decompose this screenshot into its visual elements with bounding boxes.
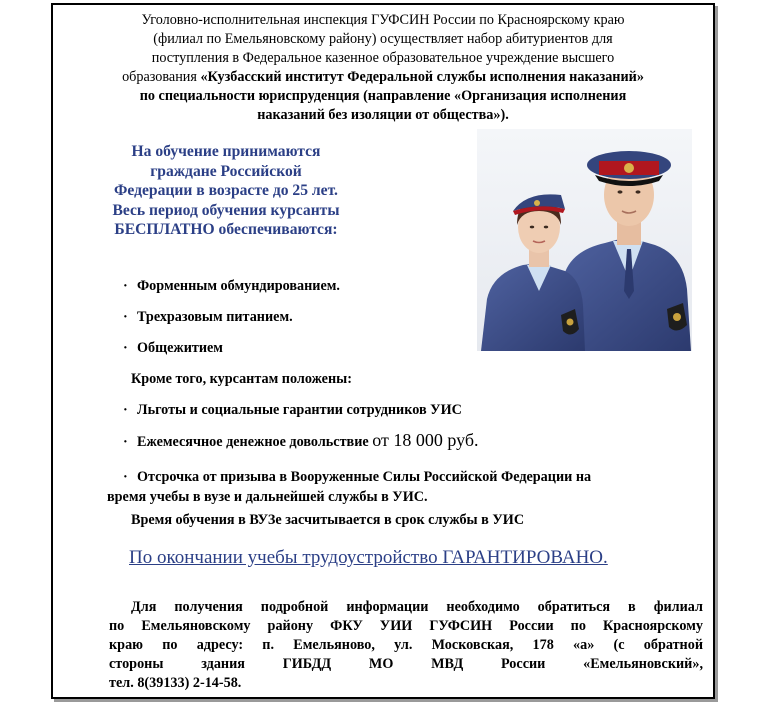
provided-item-label: Трехразовым питанием. [137,309,293,325]
bullet-icon: · [123,278,128,294]
eligibility-line: граждане Российской [150,162,302,180]
contact-phone: тел. 8(39133) 2-14-58. [109,675,242,691]
allowance-amount: от 18 000 руб. [372,430,479,450]
entitled-item-label: Отсрочка от призыва в Вооруженные Силы Российской Федерации на [137,469,592,485]
entitled-item-deferment [123,468,591,487]
entitled-item-allowance [123,431,479,452]
deferment-continuation: время учебы в вузе и дальнейшей службы в УИС. [107,489,428,505]
institute-name: «Кузбасский институт Федеральной службы исполнения наказаний» [200,69,644,85]
contact-line: стороны здания ГИБДД МО МВД России «Емельяновский», [109,656,703,672]
entitled-item-label: Ежемесячное денежное довольствие [137,434,373,450]
employment-guarantee: По окончании учебы трудоустройство ГАРАНТИРОВАНО. [129,547,608,568]
intro-paragraph [53,11,713,125]
eligibility-line: БЕСПЛАТНО обеспечиваются: [114,221,338,238]
specialty-text: по специальности юриспруденция (направление «Организация исполнения [139,88,627,104]
leaflet-frame [51,3,715,699]
intro-line [53,106,713,125]
entitled-item-label: Льготы и социальные гарантии сотрудников УИС [137,402,462,418]
service-time-note: Время обучения в ВУЗе засчитывается в срок службы в УИС [131,512,525,528]
bullet-icon: · [123,402,128,418]
contact-line: Для получения подробной информации необходимо обратиться в филиал [131,599,703,615]
bullet-icon: · [123,309,128,325]
specialty-text: наказаний без изоляции от общества»). [257,107,509,123]
intro-line [53,87,713,106]
entitled-heading: Кроме того, курсантам положены: [131,371,352,387]
provided-item-dormitory [123,339,223,358]
eligibility-line: На обучение принимаются [131,143,321,160]
provided-item-uniform [123,277,340,296]
intro-text: образования [122,69,201,85]
bullet-icon: · [123,340,128,356]
provided-item-label: Общежитием [137,340,223,356]
intro-line: поступления в Федеральное казенное образовательное учреждение высшего [151,50,615,66]
contact-paragraph [109,598,703,693]
eligibility-line: Весь период обучения курсанты [112,201,340,219]
bullet-icon: · [123,434,128,450]
cadets-photo [477,129,692,351]
eligibility-line: Федерации в возрасте до 25 лет. [114,182,338,199]
entitled-item-benefits [123,401,462,420]
provided-item-meals [123,308,293,327]
intro-line: (филиал по Емельяновскому району) осуществляет набор абитуриентов для [153,31,613,47]
contact-line: краю по адресу: п. Емельяново, ул. Московская, 178 «а» (с обратной [109,637,703,653]
contact-line: по Емельяновскому району ФКУ УИИ ГУФСИН России по Красноярскому [109,618,703,634]
eligibility-block [61,142,391,240]
intro-line [53,68,713,87]
intro-line: Уголовно-исполнительная инспекция ГУФСИН России по Красноярскому краю [141,12,625,28]
bullet-icon: · [123,469,128,485]
provided-item-label: Форменным обмундированием. [137,278,340,294]
